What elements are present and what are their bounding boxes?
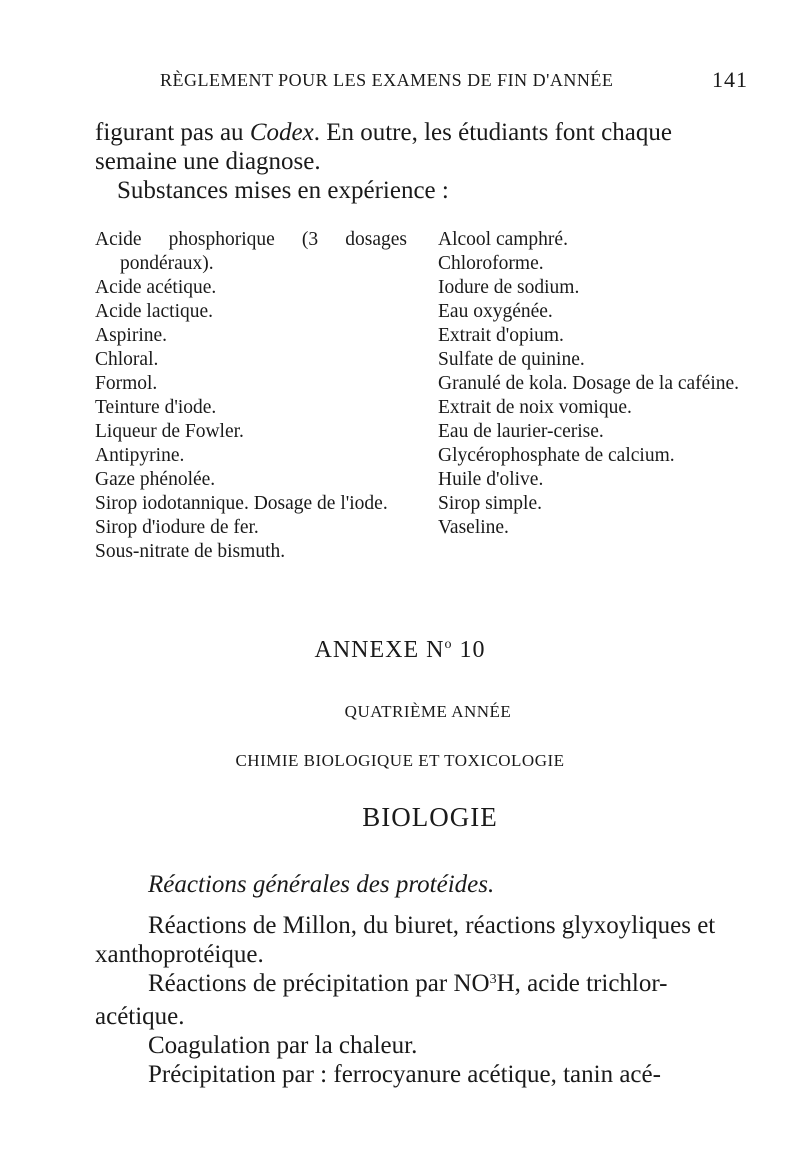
substance-item: Alcool camphré. [438, 229, 568, 250]
intro-sentence [95, 118, 760, 176]
substance-item: Granulé de kola. Dosage de la caféine. [438, 373, 740, 394]
biology-body [95, 870, 755, 1089]
substances-list-right [438, 228, 760, 540]
annexe-label: ANNEXE N [314, 637, 445, 663]
substances-list-left [95, 228, 407, 564]
year-heading: QUATRIÈME ANNÉE [344, 702, 512, 721]
codex-italic: Codex [249, 119, 314, 146]
substance-item: Teinture d'iode. [95, 397, 217, 418]
substance-item: Aspirine. [95, 325, 168, 346]
substance-item: Sirop simple. [438, 493, 543, 514]
paragraph [95, 969, 755, 1031]
substance-item: Acide acétique. [95, 277, 217, 298]
substance-item: Extrait d'opium. [438, 325, 564, 346]
paragraph-text: Réactions de précipitation par NO [148, 970, 490, 997]
subject-heading: CHIMIE BIOLOGIQUE ET TOXICOLOGIE [235, 751, 565, 770]
substances-heading: Substances mises en expérience : [117, 177, 449, 204]
substance-item: Eau de laurier-cerise. [438, 421, 604, 442]
superscript: 3 [489, 972, 497, 987]
paragraph-text: H, acide trichlor-acétique. [95, 970, 668, 1030]
substance-item: Liqueur de Fowler. [95, 421, 244, 442]
substance-item: Formol. [95, 373, 158, 394]
substance-item: Gaze phénolée. [95, 469, 216, 490]
section-heading: BIOLOGIE [362, 802, 498, 832]
substance-item: Sulfate de quinine. [438, 349, 585, 370]
paragraph: Réactions de Millon, du biuret, réactions glyxoyliques et xanthoprotéique. [95, 912, 716, 968]
substance-item: Huile d'olive. [438, 469, 544, 490]
substance-item: Extrait de noix vomique. [438, 397, 632, 418]
substance-item: Glycérophosphate de calcium. [438, 445, 675, 466]
intro-text-rest: . En outre, les étudiants font chaque semaine une diagnose. [95, 119, 672, 175]
substance-item: Antipyrine. [95, 445, 185, 466]
annexe-number: 10 [452, 637, 486, 663]
substance-item: Sirop d'iodure de fer. [95, 517, 259, 538]
running-header [160, 67, 760, 92]
intro-text: figurant pas au [95, 119, 250, 146]
substance-item: Iodure de sodium. [438, 277, 580, 298]
annexe-heading [0, 637, 800, 664]
substance-item: Vaseline. [438, 517, 509, 538]
substance-item: Chloroforme. [438, 253, 544, 274]
substance-item: Sous-nitrate de bismuth. [95, 541, 286, 562]
subsection-title: Réactions générales des protéides. [148, 871, 495, 898]
paragraph: Coagulation par la chaleur. [148, 1032, 418, 1059]
paragraph: Précipitation par : ferrocyanure acétique, tanin acé- [148, 1061, 661, 1088]
substance-item: Chloral. [95, 349, 159, 370]
substance-item: Acide phosphorique (3 dosages pondéraux). [95, 229, 407, 274]
substance-item: Sirop iodotannique. Dosage de l'iode. [95, 493, 388, 514]
substance-item: Acide lactique. [95, 301, 214, 322]
page-number: 141 [712, 67, 748, 92]
running-title: RÈGLEMENT POUR LES EXAMENS DE FIN D'ANNÉE [160, 70, 614, 90]
annexe-sup: o [444, 637, 453, 652]
substance-item: Eau oxygénée. [438, 301, 553, 322]
intro-paragraph [95, 118, 760, 205]
